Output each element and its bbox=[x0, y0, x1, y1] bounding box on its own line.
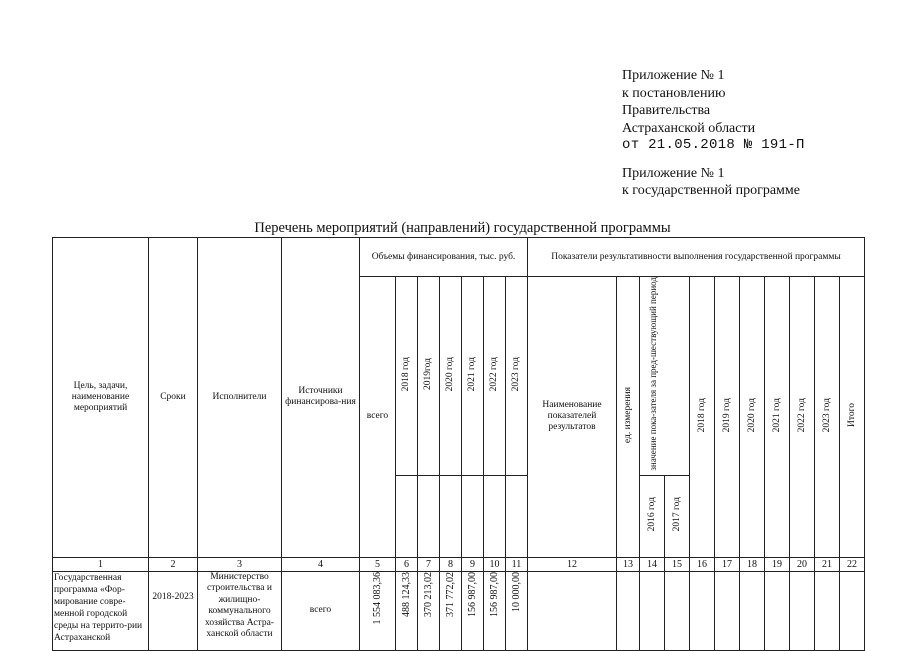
empty-cell bbox=[815, 571, 840, 650]
row-terms: 2018-2023 bbox=[149, 571, 198, 650]
appendix-line: к государственной программе bbox=[622, 183, 800, 198]
header-funding-group: Объемы финансирования, тыс. руб. bbox=[360, 238, 528, 277]
column-number: 8 bbox=[440, 557, 462, 571]
appendix-line: Астраханской области bbox=[622, 120, 756, 136]
header-goal: Цель, задачи, наименование мероприятий bbox=[53, 238, 149, 558]
empty-cell bbox=[665, 571, 690, 650]
row-year-value: 156 987,00 bbox=[462, 571, 484, 650]
empty-cell bbox=[715, 571, 740, 650]
header-executors: Исполнители bbox=[198, 238, 282, 558]
header-unit: ед. измерения bbox=[617, 277, 640, 558]
row-year-value: 156 987,00 bbox=[484, 571, 506, 650]
column-number: 10 bbox=[484, 557, 506, 571]
empty-cell bbox=[740, 571, 765, 650]
header-results-group: Показатели результативности выполнения государственной программы bbox=[528, 238, 865, 277]
empty-cell bbox=[528, 571, 617, 650]
header-result-year: 2023 год bbox=[815, 277, 840, 558]
header-terms: Сроки bbox=[149, 238, 198, 558]
appendix-block bbox=[622, 67, 805, 200]
column-number: 18 bbox=[740, 557, 765, 571]
header-indicator-name: Наименование показателей результатов bbox=[528, 277, 617, 558]
header-year: 2021 год bbox=[462, 277, 484, 476]
header-result-year: 2021 год bbox=[765, 277, 790, 558]
header-year: 2019год bbox=[418, 277, 440, 476]
empty-cell bbox=[440, 475, 462, 557]
column-number: 4 bbox=[282, 557, 360, 571]
header-total: всего bbox=[360, 277, 396, 558]
appendix-line: Правительства bbox=[622, 103, 711, 118]
empty-cell bbox=[840, 571, 865, 650]
header-result-year: 2019 год bbox=[715, 277, 740, 558]
document-title: Перечень мероприятий (направлений) государственной программы bbox=[254, 220, 671, 236]
empty-cell bbox=[790, 571, 815, 650]
row-year-value: 370 213,02 bbox=[418, 571, 440, 650]
row-year-value: 10 000,00 bbox=[506, 571, 528, 650]
row-year-value: 488 124,33 bbox=[396, 571, 418, 650]
appendix-line: к постановлению bbox=[622, 85, 726, 101]
column-number: 17 bbox=[715, 557, 740, 571]
column-number: 20 bbox=[790, 557, 815, 571]
column-number: 14 bbox=[640, 557, 665, 571]
appendix-date-line: от 21.05.2018 № 191-П bbox=[622, 137, 805, 153]
appendix-line: Приложение № 1 bbox=[622, 165, 725, 181]
column-number: 7 bbox=[418, 557, 440, 571]
header-itogo: Итого bbox=[840, 277, 865, 558]
header-year: 2022 год bbox=[484, 277, 506, 476]
appendix-line: Приложение № 1 bbox=[622, 68, 725, 83]
column-number: 9 bbox=[462, 557, 484, 571]
column-number: 16 bbox=[690, 557, 715, 571]
row-executors: Министерство строительства и жилищно-коммунального хозяйства Астра-ханской области bbox=[198, 571, 282, 650]
table-row bbox=[53, 571, 865, 650]
empty-cell bbox=[640, 571, 665, 650]
header-sources: Источники финансирова-ния bbox=[282, 238, 360, 558]
header-result-year: 2018 год bbox=[690, 277, 715, 558]
empty-cell bbox=[462, 475, 484, 557]
empty-cell bbox=[484, 475, 506, 557]
column-number: 15 bbox=[665, 557, 690, 571]
row-goal: Государственная программа «Фор-мирование совре-менной городской среды на террито-рии Астраханской bbox=[53, 571, 149, 650]
header-result-year: 2020 год bbox=[740, 277, 765, 558]
column-number: 21 bbox=[815, 557, 840, 571]
measures-table bbox=[52, 237, 865, 651]
column-number: 11 bbox=[506, 557, 528, 571]
column-number: 6 bbox=[396, 557, 418, 571]
column-number: 5 bbox=[360, 557, 396, 571]
row-year-value: 371 772,02 bbox=[440, 571, 462, 650]
empty-cell bbox=[765, 571, 790, 650]
empty-cell bbox=[617, 571, 640, 650]
row-source: всего bbox=[282, 571, 360, 650]
header-year: 2018 год bbox=[396, 277, 418, 476]
header-year: 2020 год bbox=[440, 277, 462, 476]
column-number: 19 bbox=[765, 557, 790, 571]
header-year: 2023 год bbox=[506, 277, 528, 476]
empty-cell bbox=[418, 475, 440, 557]
column-number: 22 bbox=[840, 557, 865, 571]
header-result-year: 2022 год bbox=[790, 277, 815, 558]
empty-cell bbox=[396, 475, 418, 557]
row-total: 1 554 083,36 bbox=[360, 571, 396, 650]
column-number: 13 bbox=[617, 557, 640, 571]
empty-cell bbox=[690, 571, 715, 650]
header-prev-year: 2016 год bbox=[640, 475, 665, 557]
column-number: 2 bbox=[149, 557, 198, 571]
column-numbers-row bbox=[53, 557, 865, 571]
column-number: 1 bbox=[53, 557, 149, 571]
column-number: 12 bbox=[528, 557, 617, 571]
header-prev-value: значение пока-зателя за пред-шествующий период bbox=[640, 277, 690, 476]
header-prev-year: 2017 год bbox=[665, 475, 690, 557]
column-number: 3 bbox=[198, 557, 282, 571]
empty-cell bbox=[506, 475, 528, 557]
